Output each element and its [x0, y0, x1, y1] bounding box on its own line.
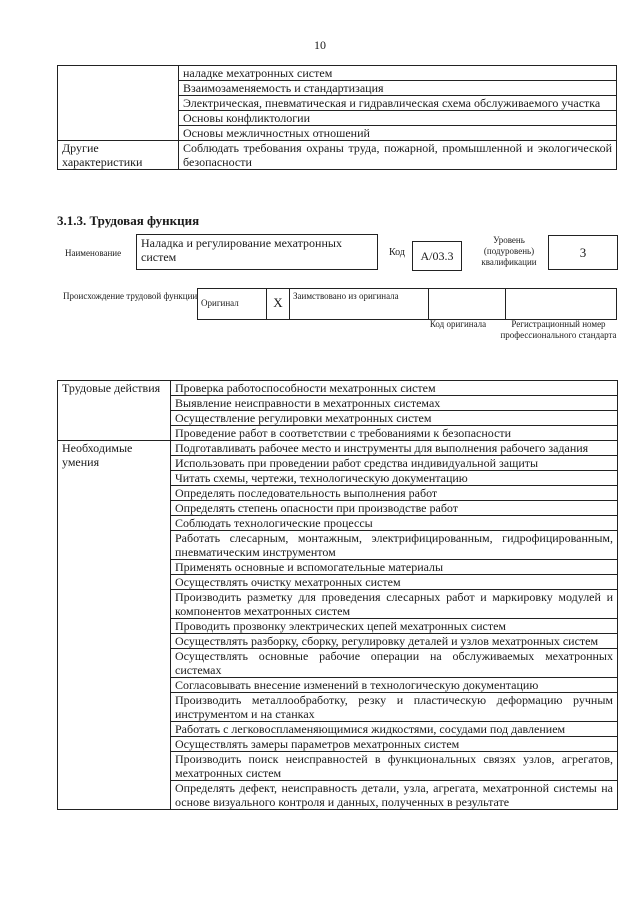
registration-number-cell [506, 289, 617, 320]
skill-item: Проводить прозвонку электрических цепей мехатронных систем [171, 619, 618, 634]
skill-item: Производить разметку для проведения слесарных работ и маркировку модулей и компонентов мехатронных систем [171, 590, 618, 619]
skills-label: Необходимые умения [58, 441, 171, 810]
skill-item: Согласовывать внесение изменений в технологическую документацию [171, 678, 618, 693]
knowledge-continuation-table [57, 65, 617, 170]
page-number: 10 [314, 38, 326, 52]
origin-label: Происхождение трудовой функции [63, 291, 198, 301]
knowledge-item: Электрическая, пневматическая и гидравлическая схема обслуживаемого участка [179, 96, 617, 111]
skill-item: Работать с легковоспламеняющимися жидкостями, сосудами под давлением [171, 722, 618, 737]
skill-item: Осуществлять основные рабочие операции на обслуживаемых мехатронных системах [171, 649, 618, 678]
labor-actions-label: Трудовые действия [58, 381, 171, 441]
skill-item: Производить металлообработку, резку и пластическую деформацию ручным инструментом и на станках [171, 693, 618, 722]
skill-item: Осуществлять разборку, сборку, регулировку деталей и узлов мехатронных систем [171, 634, 618, 649]
name-label: Наименование [65, 248, 122, 258]
skill-item: Производить поиск неисправностей в функциональных связях узлов, агрегатов, мехатронных систем [171, 752, 618, 781]
skill-item: Осуществлять очистку мехатронных систем [171, 575, 618, 590]
other-characteristics-label: Другие характеристики [58, 141, 179, 170]
labor-action: Проведение работ в соответствии с требованиями к безопасности [171, 426, 618, 441]
labor-action: Осуществление регулировки мехатронных систем [171, 411, 618, 426]
skill-item: Определять последовательность выполнения работ [171, 486, 618, 501]
qualification-level-box: 3 [548, 235, 618, 270]
knowledge-item: Основы межличностных отношений [179, 126, 617, 141]
skill-item: Осуществлять замеры параметров мехатронных систем [171, 737, 618, 752]
skill-item: Определять степень опасности при производстве работ [171, 501, 618, 516]
original-mark: X [267, 289, 290, 320]
origin-table [197, 288, 617, 320]
function-code-box: A/03.3 [412, 241, 462, 271]
qualification-level-label: Уровень (подуровень) квалификации [481, 235, 537, 267]
registration-number-caption: Регистрационный номер профессионального стандарта [500, 319, 617, 340]
skill-item: Работать слесарным, монтажным, электрифицированным, гидрофицированным, пневматическим инструментом [171, 531, 618, 560]
skill-item: Читать схемы, чертежи, технологическую документацию [171, 471, 618, 486]
knowledge-item: Взаимозаменяемость и стандартизация [179, 81, 617, 96]
skill-item: Определять дефект, неисправность детали, узла, агрегата, мехатронной системы на основе визуального контроля и данных, полученных в результате [171, 781, 618, 810]
other-characteristics-text: Соблюдать требования охраны труда, пожарной, промышленной и экологической безопасности [179, 141, 617, 170]
skill-item: Соблюдать технологические процессы [171, 516, 618, 531]
knowledge-item: Основы конфликтологии [179, 111, 617, 126]
labor-function-table [57, 380, 618, 810]
borrowed-label: Заимствовано из оригинала [290, 289, 429, 320]
function-name-box: Наладка и регулирование мехатронных систем [136, 234, 378, 270]
skill-item: Подготавливать рабочее место и инструменты для выполнения рабочего задания [171, 441, 618, 456]
labor-action: Проверка работоспособности мехатронных систем [171, 381, 618, 396]
knowledge-item: наладке мехатронных систем [179, 66, 617, 81]
code-label: Код [389, 247, 405, 258]
skill-item: Применять основные и вспомогательные материалы [171, 560, 618, 575]
labor-action: Выявление неисправности в мехатронных системах [171, 396, 618, 411]
skill-item: Использовать при проведении работ средства индивидуальной защиты [171, 456, 618, 471]
original-code-caption: Код оригинала [429, 319, 487, 329]
section-title: 3.1.3. Трудовая функция [57, 213, 200, 228]
original-code-cell [429, 289, 506, 320]
original-label: Оригинал [198, 289, 267, 320]
knowledge-label-cell [58, 66, 179, 141]
